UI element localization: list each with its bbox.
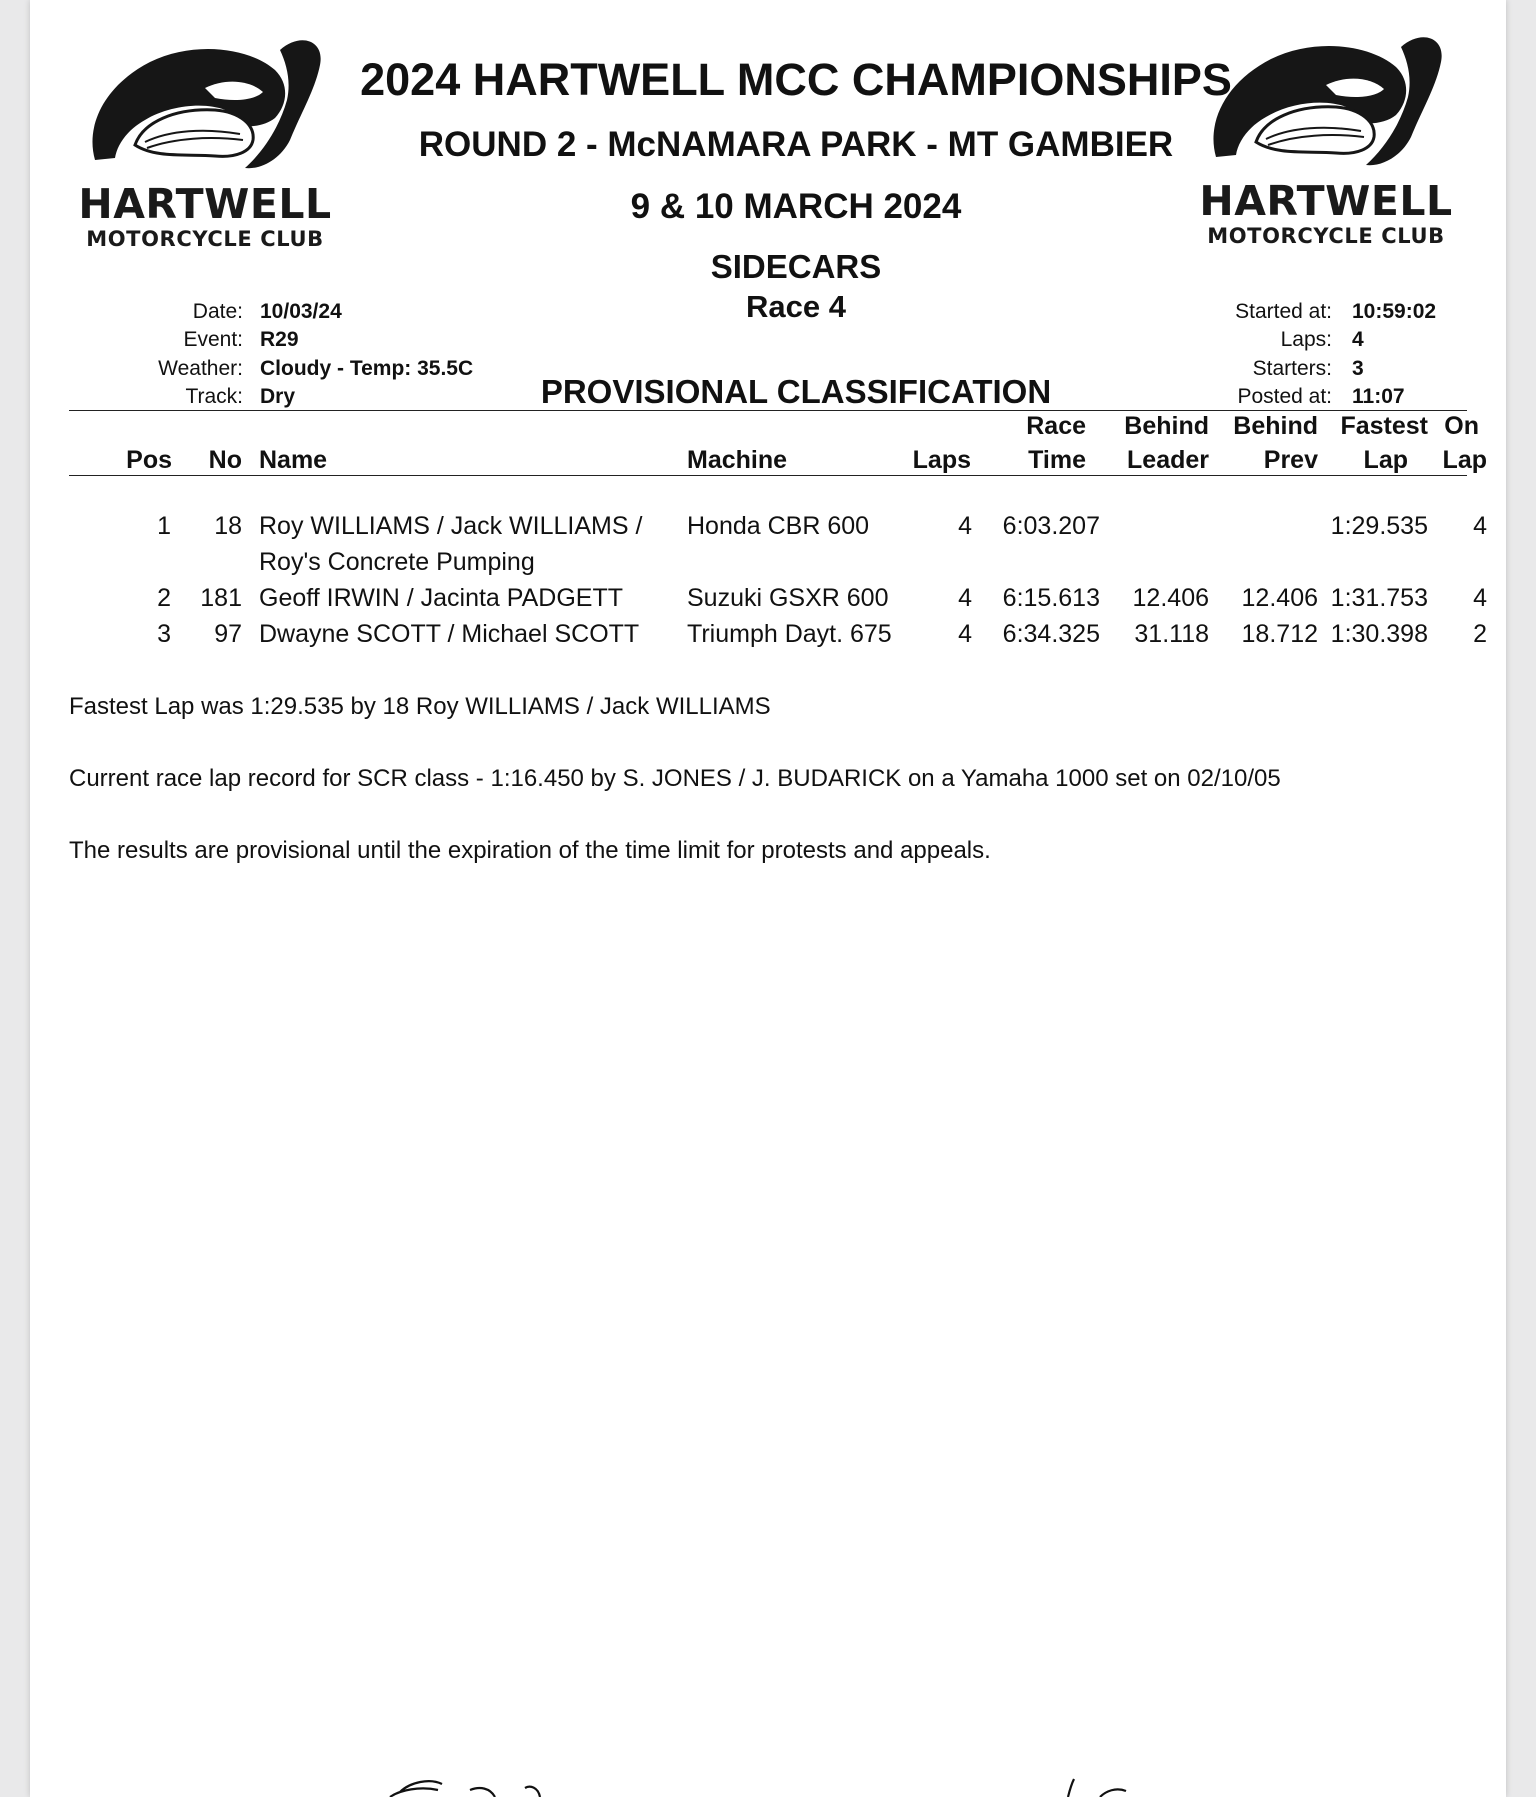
championship-title: 2024 HARTWELL MCC CHAMPIONSHIPS xyxy=(360,54,1232,105)
col-pos: Pos xyxy=(126,446,172,474)
cell-no: 18 xyxy=(214,512,242,540)
col-behind-leader-top: Behind xyxy=(1124,412,1209,440)
meta-label-posted: Posted at: xyxy=(1237,385,1332,408)
cell-fastest-lap: 1:31.753 xyxy=(1330,584,1428,612)
cell-pos: 2 xyxy=(157,584,171,612)
cell-on-lap: 4 xyxy=(1473,512,1487,540)
classification-title: PROVISIONAL CLASSIFICATION xyxy=(540,373,1052,410)
signature-left xyxy=(370,1770,630,1797)
col-name: Name xyxy=(259,446,328,474)
cell-name: Roy WILLIAMS / Jack WILLIAMS / xyxy=(259,512,643,540)
col-behind-prev-bottom: Prev xyxy=(1263,446,1318,474)
col-race-time-bottom: Time xyxy=(1028,446,1086,474)
cell-behind-leader: 31.118 xyxy=(1134,620,1209,648)
meta-label-track: Track: xyxy=(185,385,243,408)
cell-no: 97 xyxy=(214,620,242,648)
meta-label-starters: Starters: xyxy=(1252,357,1332,380)
cell-behind-leader: 12.406 xyxy=(1132,584,1209,612)
cell-race-time: 6:15.613 xyxy=(1002,584,1100,612)
meta-value-starters: 3 xyxy=(1352,357,1364,380)
round-title: ROUND 2 - McNAMARA PARK - MT GAMBIER xyxy=(418,125,1174,164)
cell-laps: 4 xyxy=(958,512,972,540)
cell-no: 181 xyxy=(200,584,242,612)
cell-behind-prev: 12.406 xyxy=(1241,584,1318,612)
cell-name: Dwayne SCOTT / Michael SCOTT xyxy=(259,620,640,648)
col-behind-prev-top: Behind xyxy=(1233,412,1318,440)
race-number: Race 4 xyxy=(746,289,846,324)
cell-on-lap: 4 xyxy=(1473,584,1487,612)
cell-race-time: 6:03.207 xyxy=(1002,512,1100,540)
col-machine: Machine xyxy=(687,446,788,474)
cell-name: Geoff IRWIN / Jacinta PADGETT xyxy=(259,584,623,612)
meta-value-posted: 11:07 xyxy=(1352,385,1405,408)
logo-subtitle: MOTORCYCLE CLUB xyxy=(1207,224,1445,248)
lap-record-note: Current race lap record for SCR class - 1:16.450 by S. JONES / J. BUDARICK on a Yamaha 1000 set on 02/10/05 xyxy=(69,765,1281,792)
col-race-time-top: Race xyxy=(1026,412,1086,440)
provisional-note: The results are provisional until the expiration of the time limit for protests and appeals. xyxy=(69,837,991,864)
cell-machine: Suzuki GSXR 600 xyxy=(687,584,889,612)
meta-value-laps: 4 xyxy=(1352,328,1364,351)
col-no: No xyxy=(208,446,242,474)
cell-on-lap: 2 xyxy=(1473,620,1487,648)
event-dates: 9 & 10 MARCH 2024 xyxy=(630,187,962,226)
col-on-lap-top: On xyxy=(1444,412,1479,440)
meta-value-date: 10/03/24 xyxy=(260,300,342,323)
meta-value-weather: Cloudy - Temp: 35.5C xyxy=(260,357,474,380)
meta-value-track: Dry xyxy=(260,385,296,408)
col-behind-leader-bottom: Leader xyxy=(1127,446,1209,474)
cell-pos: 3 xyxy=(157,620,171,648)
cell-fastest-lap: 1:30.398 xyxy=(1330,620,1428,648)
cell-laps: 4 xyxy=(958,620,972,648)
meta-value-started: 10:59:02 xyxy=(1352,300,1437,323)
meta-label-started: Started at: xyxy=(1235,300,1332,323)
logo-subtitle: MOTORCYCLE CLUB xyxy=(86,227,324,251)
cell-name-sponsor: Roy's Concrete Pumping xyxy=(259,548,535,576)
fastest-lap-note: Fastest Lap was 1:29.535 by 18 Roy WILLIAMS / Jack WILLIAMS xyxy=(69,693,771,720)
cell-machine: Triumph Dayt. 675 xyxy=(687,620,892,648)
cell-race-time: 6:34.325 xyxy=(1002,620,1100,648)
col-fastest-lap-top: Fastest xyxy=(1340,412,1428,440)
col-fastest-lap-bottom: Lap xyxy=(1363,446,1408,474)
cell-pos: 1 xyxy=(157,512,171,540)
col-on-lap-bottom: Lap xyxy=(1442,446,1487,474)
meta-label-weather: Weather: xyxy=(158,357,243,380)
club-logo-left xyxy=(75,30,335,260)
col-laps: Laps xyxy=(912,446,971,474)
logo-wordmark: HARTWELL xyxy=(78,180,332,228)
meta-value-event: R29 xyxy=(260,328,299,351)
cell-fastest-lap: 1:29.535 xyxy=(1330,512,1428,540)
meta-label-event: Event: xyxy=(183,328,243,351)
cell-machine: Honda CBR 600 xyxy=(687,512,870,540)
meta-label-date: Date: xyxy=(192,300,243,323)
helmet-rider-icon xyxy=(75,30,335,180)
logo-wordmark: HARTWELL xyxy=(1199,177,1453,225)
results-sheet xyxy=(30,0,1506,1797)
cell-behind-prev: 18.712 xyxy=(1241,620,1318,648)
race-class: SIDECARS xyxy=(710,248,882,285)
meta-label-laps: Laps: xyxy=(1280,328,1332,351)
signature-right xyxy=(1030,1775,1210,1797)
cell-laps: 4 xyxy=(958,584,972,612)
